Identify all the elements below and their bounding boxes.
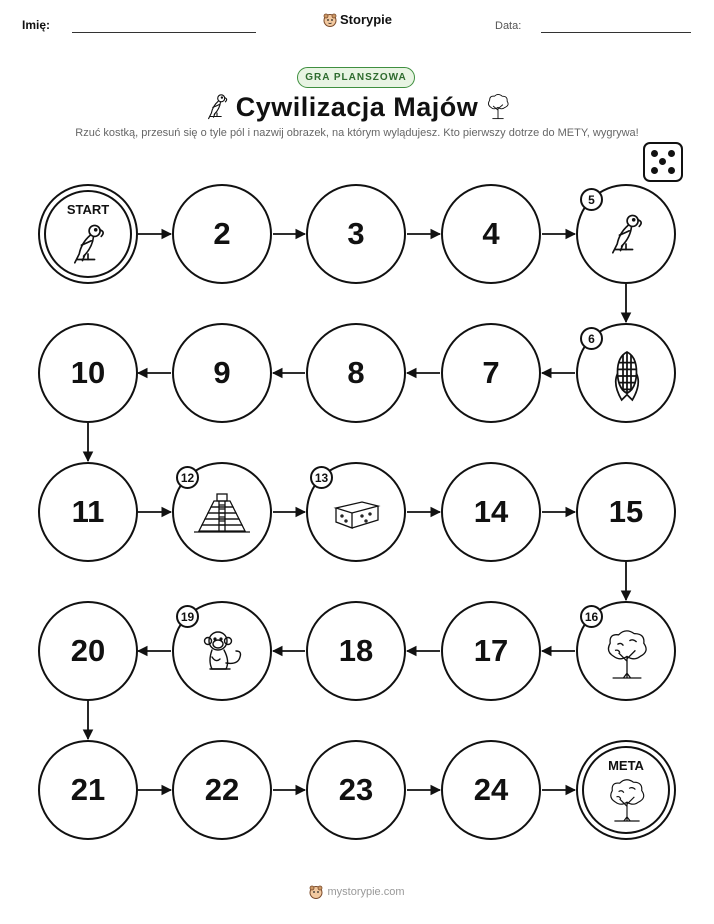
space-8 xyxy=(306,323,406,423)
brand-name: Storypie xyxy=(340,12,393,27)
space-2 xyxy=(172,184,272,284)
space-21 xyxy=(38,740,138,840)
space-13 xyxy=(306,462,406,562)
space-number: 2 xyxy=(213,216,231,251)
space-number: 3 xyxy=(347,216,365,251)
space-number: 14 xyxy=(473,494,509,529)
parrot-icon xyxy=(66,220,110,266)
space-number: 4 xyxy=(482,216,500,251)
space-22 xyxy=(172,740,272,840)
space-7 xyxy=(441,323,541,423)
tree-icon xyxy=(603,627,651,681)
space-number-tag: 5 xyxy=(580,188,603,211)
storypie-mascot-icon xyxy=(309,885,323,899)
space-number: 7 xyxy=(482,355,500,390)
date-label: Data: xyxy=(495,20,522,32)
footer-url[interactable]: mystorypie.com xyxy=(327,886,405,898)
tree-icon xyxy=(606,776,648,824)
parrot-icon xyxy=(604,210,648,256)
space-20 xyxy=(38,601,138,701)
space-number: 10 xyxy=(70,355,106,390)
finish-label: META xyxy=(608,758,644,773)
space-number: 24 xyxy=(473,772,509,807)
name-label: Imię: xyxy=(22,18,51,32)
space-number-tag: 13 xyxy=(310,466,333,489)
space-18 xyxy=(306,601,406,701)
page-title: Cywilizacja Majów xyxy=(235,92,479,122)
space-number-tag: 19 xyxy=(176,605,199,628)
corn-icon xyxy=(611,349,643,403)
space-number: 15 xyxy=(608,494,644,529)
space-17 xyxy=(441,601,541,701)
start-space xyxy=(38,184,138,284)
space-3 xyxy=(306,184,406,284)
space-9 xyxy=(172,323,272,423)
space-number-tag: 16 xyxy=(580,605,603,628)
space-12 xyxy=(172,462,272,562)
monkey-icon xyxy=(200,629,248,675)
cheese-icon xyxy=(332,496,382,532)
space-16 xyxy=(576,601,676,701)
finish-space xyxy=(576,740,676,840)
space-15 xyxy=(576,462,676,562)
space-5 xyxy=(576,184,676,284)
space-14 xyxy=(441,462,541,562)
space-24 xyxy=(441,740,541,840)
start-label: START xyxy=(66,202,110,217)
space-6 xyxy=(576,323,676,423)
space-number: 23 xyxy=(338,772,374,807)
space-number: 9 xyxy=(213,355,231,390)
space-23 xyxy=(306,740,406,840)
space-number-tag: 6 xyxy=(580,327,603,350)
space-number-tag: 12 xyxy=(176,466,199,489)
space-11 xyxy=(38,462,138,562)
space-number: 18 xyxy=(338,633,374,668)
space-number: 11 xyxy=(71,494,105,529)
pyramid-icon xyxy=(192,490,252,534)
space-number: 21 xyxy=(70,772,106,807)
space-number: 20 xyxy=(70,633,106,668)
space-19 xyxy=(172,601,272,701)
game-type-badge: GRA PLANSZOWA xyxy=(297,67,415,88)
footer xyxy=(0,885,714,899)
space-number: 22 xyxy=(204,772,240,807)
instructions-text: Rzuć kostką, przesuń się o tyle pól i nazwij obrazek, na którym wylądujesz. Kto pierwszy dotrze do METY, wygrywa! xyxy=(75,127,639,139)
space-4 xyxy=(441,184,541,284)
space-number: 8 xyxy=(347,355,365,390)
space-number: 17 xyxy=(473,633,509,668)
space-10 xyxy=(38,323,138,423)
